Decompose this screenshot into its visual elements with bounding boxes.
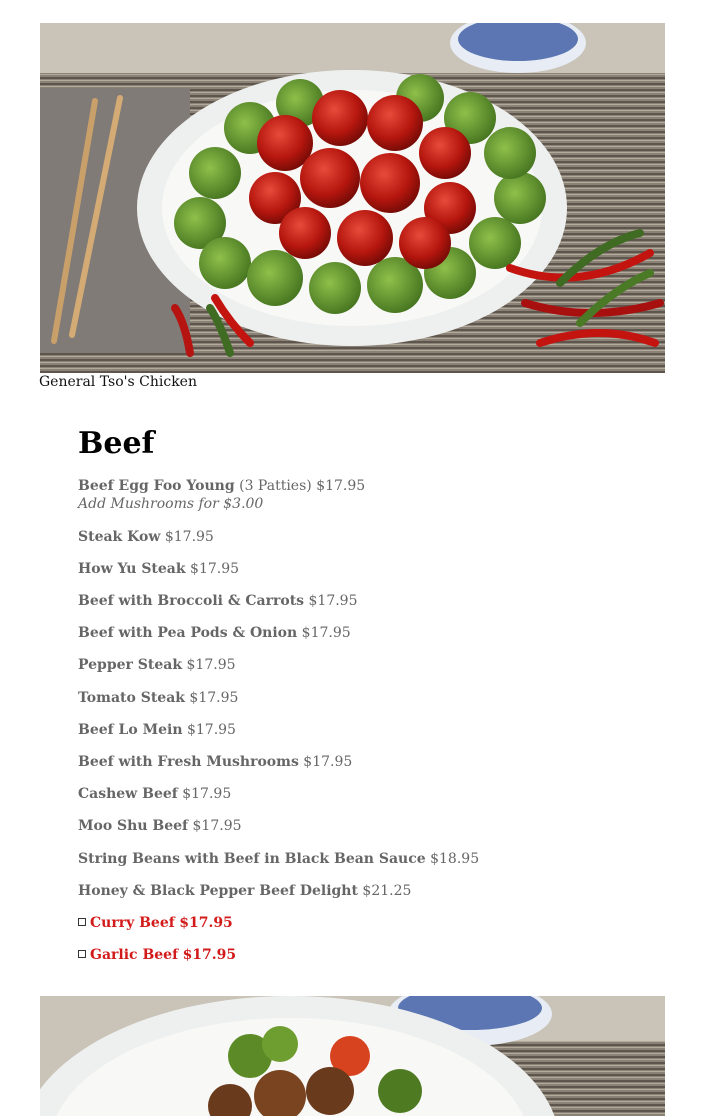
menu-item-price: $17.95 bbox=[182, 947, 237, 963]
menu-item bbox=[78, 851, 479, 867]
menu-item bbox=[78, 529, 214, 545]
beef-dish-photo bbox=[40, 996, 665, 1116]
menu-item-name: Moo Shu Beef bbox=[78, 818, 189, 834]
menu-item bbox=[78, 561, 239, 577]
menu-item-name: Steak Kow bbox=[78, 529, 161, 545]
menu-item-name: Pepper Steak bbox=[78, 657, 183, 673]
menu-item-name: Honey & Black Pepper Beef Delight bbox=[78, 883, 358, 899]
menu-item-name: Beef Egg Foo Young bbox=[78, 478, 235, 494]
menu-item bbox=[78, 690, 238, 706]
menu-item-price: $17.95 bbox=[179, 915, 233, 931]
menu-item-price: $17.95 bbox=[190, 561, 240, 577]
general-tsos-chicken-photo bbox=[40, 23, 665, 373]
menu-item-price: $17.95 bbox=[182, 786, 232, 802]
menu-item-name: Beef with Pea Pods & Onion bbox=[78, 625, 298, 641]
menu-item-price: $17.95 bbox=[189, 690, 239, 706]
spicy-marker-icon bbox=[78, 950, 86, 958]
menu-item-note: (3 Patties) bbox=[239, 478, 312, 494]
menu-item bbox=[78, 786, 231, 802]
menu-item-name: Garlic Beef bbox=[90, 947, 179, 963]
menu-item-spicy bbox=[78, 947, 236, 963]
menu-item-name: Tomato Steak bbox=[78, 690, 185, 706]
photo-caption: General Tso's Chicken bbox=[39, 374, 197, 390]
menu-item-price: $17.95 bbox=[164, 529, 214, 545]
menu-item-price: $17.95 bbox=[192, 818, 242, 834]
menu-item bbox=[78, 883, 411, 899]
menu-item-price: $17.95 bbox=[186, 722, 236, 738]
menu-item bbox=[78, 722, 236, 738]
menu-item-name: Beef with Fresh Mushrooms bbox=[78, 754, 299, 770]
menu-item-price: $18.95 bbox=[430, 851, 480, 867]
menu-item-spicy bbox=[78, 915, 233, 931]
menu-item-name: Cashew Beef bbox=[78, 786, 178, 802]
menu-item-price: $17.95 bbox=[308, 593, 358, 609]
menu-item bbox=[78, 657, 236, 673]
section-title: Beef bbox=[78, 426, 155, 461]
menu-item bbox=[78, 478, 365, 512]
menu-item-price: $17.95 bbox=[316, 478, 366, 494]
menu-item-price: $21.25 bbox=[362, 883, 412, 899]
menu-item bbox=[78, 625, 351, 641]
menu-item-price: $17.95 bbox=[186, 657, 236, 673]
menu-item-name: Beef with Broccoli & Carrots bbox=[78, 593, 305, 609]
menu-item-price: $17.95 bbox=[303, 754, 353, 770]
menu-item bbox=[78, 818, 242, 834]
menu-item bbox=[78, 593, 358, 609]
menu-item-name: How Yu Steak bbox=[78, 561, 186, 577]
spicy-marker-icon bbox=[78, 918, 86, 926]
menu-item-addon: Add Mushrooms for $3.00 bbox=[78, 496, 264, 512]
menu-item bbox=[78, 754, 352, 770]
menu-item-name: Beef Lo Mein bbox=[78, 722, 183, 738]
menu-item-name: Curry Beef bbox=[90, 915, 175, 931]
menu-item-name: String Beans with Beef in Black Bean Sauce bbox=[78, 851, 426, 867]
menu-item-price: $17.95 bbox=[301, 625, 351, 641]
